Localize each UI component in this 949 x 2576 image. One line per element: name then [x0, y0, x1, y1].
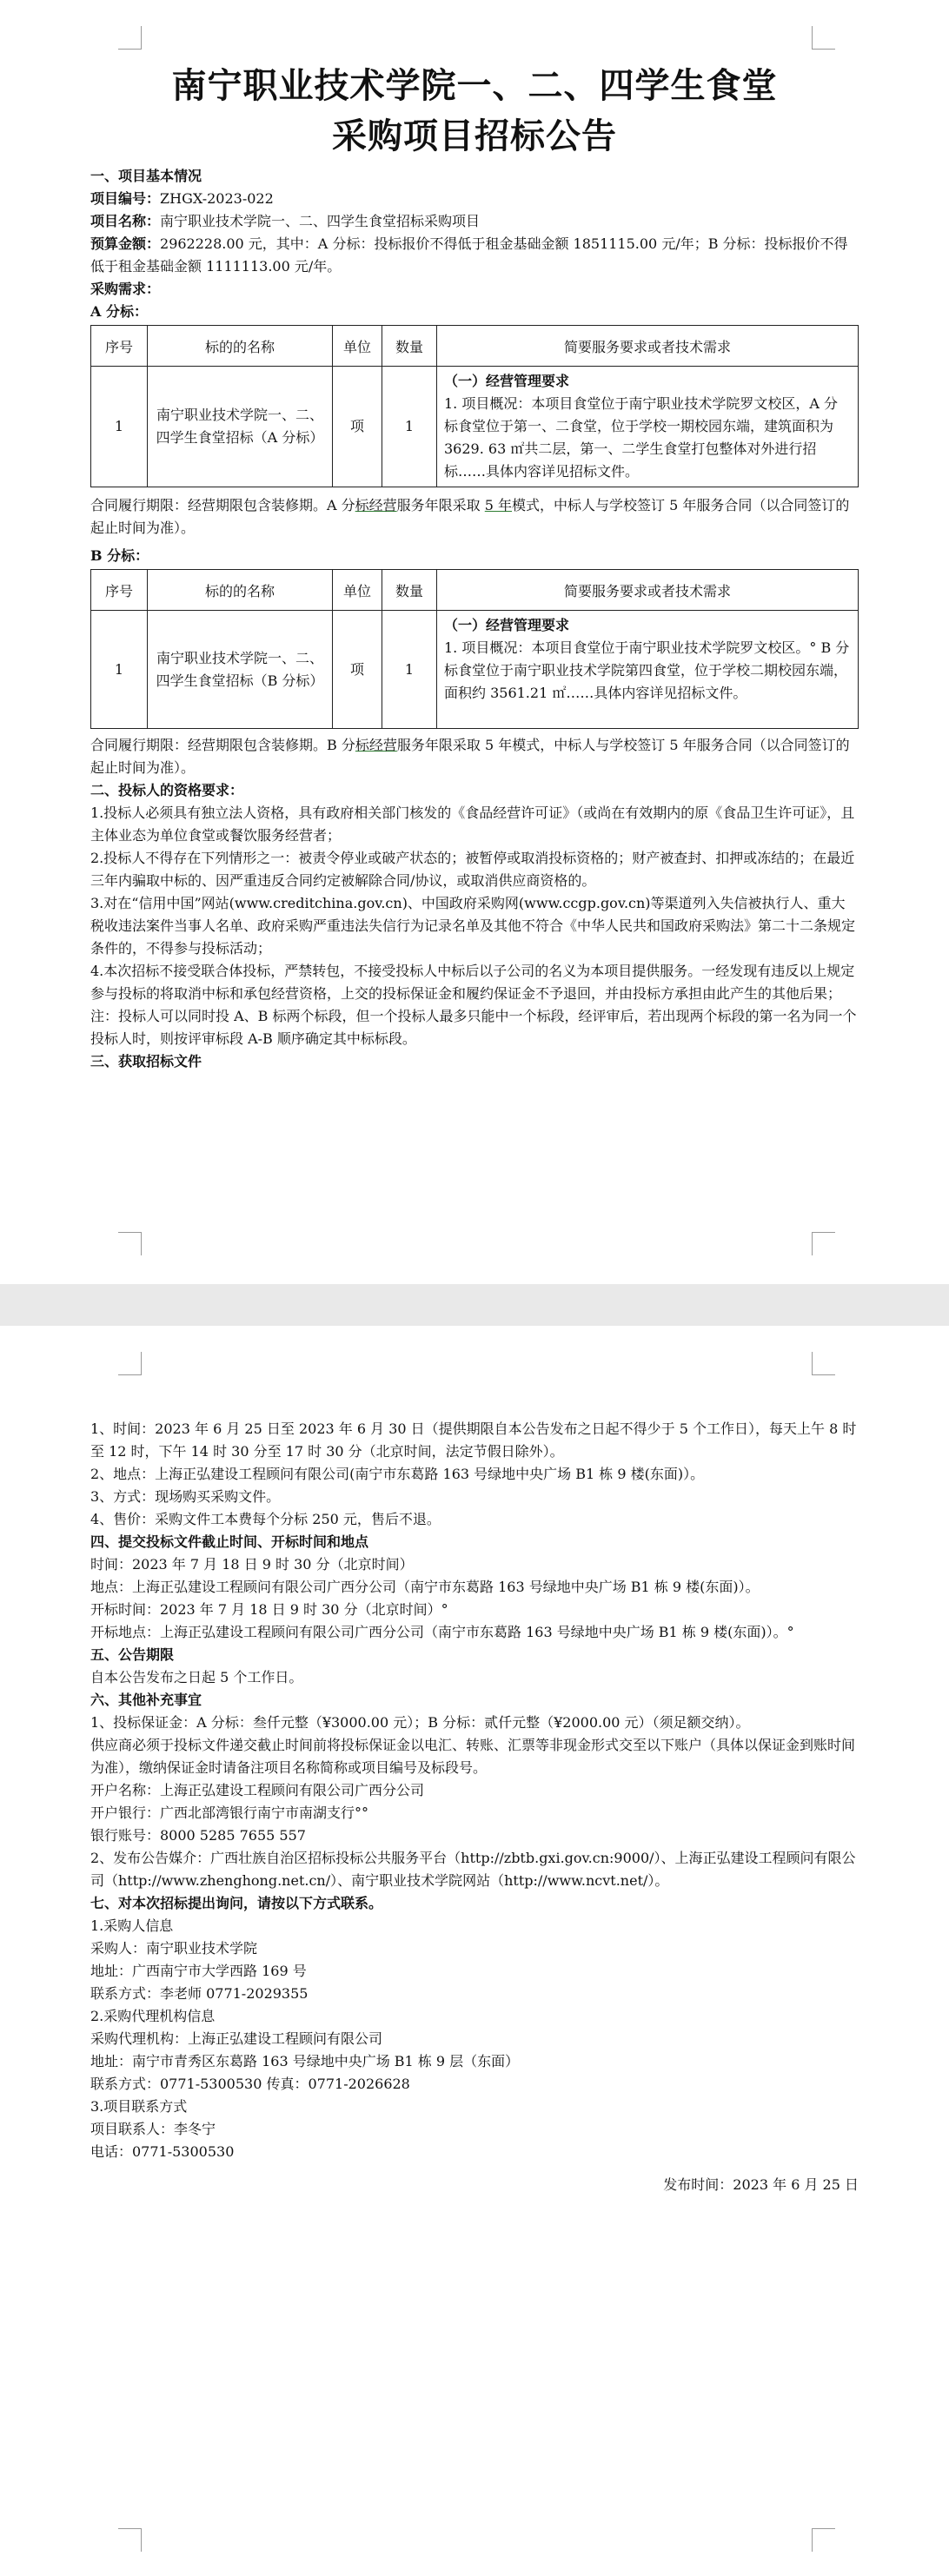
header-qty: 数量: [382, 326, 437, 367]
page-2: [0, 1326, 949, 2576]
contract-b-pre: 合同履行期限：经营期限包含装修期。B 分: [90, 737, 355, 753]
corner-mark: [118, 26, 142, 50]
lot-a-label: A 分标：: [90, 303, 148, 320]
header-unit: 单位: [333, 326, 382, 367]
budget-label: 预算金额：: [90, 235, 161, 252]
cell-req: [437, 367, 859, 487]
cell-qty: 1: [382, 611, 437, 729]
cell-req: [437, 611, 859, 729]
project-no: [90, 188, 859, 210]
corner-mark: [118, 1352, 142, 1375]
corner-mark: [118, 1232, 142, 1255]
corner-mark: [812, 2528, 835, 2552]
cell-no: 1: [91, 611, 148, 729]
purchase-place: 2、地点：上海正弘建设工程顾问有限公司(南宁市东葛路 163 号绿地中央广场 B1 栋 9 楼(东面)）。: [90, 1466, 705, 1482]
contract-b-ul: 标经营: [355, 737, 397, 753]
qualification-item: 3.对在“信用中国”网站(www.creditchina.gov.cn)、中国政府采购网(www.ccgp.gov.cn)等渠道列入失信被执行人、重大税收违法案件当事人名单、政府采购严重违法失信行为记录名单及其他不符合《中华人民共和国政府采购法》第二十二条规定条件的，不得参与投标活动；: [90, 895, 856, 957]
contract-term-b: [90, 734, 859, 779]
agent-contact: 联系方式：0771-5300530 传真：0771-2026628: [90, 2076, 410, 2092]
cell-unit: 项: [333, 611, 382, 729]
corner-mark: [812, 26, 835, 50]
cell-name: 南宁职业技术学院一、二、四学生食堂招标（B 分标）: [148, 611, 333, 729]
page-1-content: [90, 61, 859, 1073]
header-name: 标的的名称: [148, 570, 333, 611]
demand-label: 采购需求：: [90, 281, 161, 297]
buyer-contact: 联系方式：李老师 0771-2029355: [90, 1985, 309, 2002]
contract-a-post: 模式，中标人与学校签订 5 年服务合同（以合同签订的起止时间为准）。: [90, 497, 850, 536]
req-title: （一）经营管理要求: [444, 617, 570, 633]
bank-name: 开户银行：广西北部湾银行南宁市南湖支行°°: [90, 1805, 369, 1821]
project-name-label: 项目名称：: [90, 213, 161, 229]
agent-address: 地址：南宁市青秀区东葛路 163 号绿地中央广场 B1 栋 9 层（东面）: [90, 2053, 520, 2069]
req-text: 1. 项目概况：本项目食堂位于南宁职业技术学院罗文校区。° B 分标食堂位于南宁职业技术学院第四食堂，位于学校二期校园东端，面积约 3561.21 ㎡……具体内容详见招标文件。: [444, 639, 850, 701]
bid-deposit: 1、投标保证金：A 分标：叁仟元整（¥3000.00 元）；B 分标：贰仟元整（¥2000.00 元）（须足额交纳）。: [90, 1714, 750, 1731]
cell-unit: 项: [333, 367, 382, 487]
agent-title: 2.采购代理机构信息: [90, 2008, 216, 2024]
table-header-row: [91, 570, 859, 611]
qualification-note: 注：投标人可以同时投 A、B 标两个标段，但一个投标人最多只能中一个标段，经评审后，若出现两个标段的第一名为同一个投标人时，则按评审标段 A-B 顺序确定其中标标段。: [90, 1008, 857, 1047]
contract-term-a: [90, 494, 859, 540]
project-contact-person: 项目联系人：李冬宁: [90, 2121, 216, 2137]
budget: [90, 233, 859, 278]
page-2-content: [90, 1418, 859, 2196]
publish-media: 2、发布公告媒介：广西壮族自治区招标投标公共服务平台（http://zbtb.gxi.gov.cn:9000/）、上海正弘建设工程顾问有限公司（http://www.zhenghong.net.cn/）、南宁职业技术学院网站（http://www.ncvt.net/）。: [90, 1850, 856, 1889]
table-header-row: [91, 326, 859, 367]
project-name-value: 南宁职业技术学院一、二、四学生食堂招标采购项目: [160, 213, 481, 229]
budget-value: 2962228.00 元，其中：A 分标：投标报价不得低于租金基础金额 1851115.00 元/年；B 分标：投标报价不得低于租金基础金额 1111113.00 元/年。: [90, 235, 848, 275]
account-name: 开户名称：上海正弘建设工程顾问有限公司广西分公司: [90, 1782, 425, 1798]
buyer-address: 地址：广西南宁市大学西路 169 号: [90, 1963, 307, 1979]
header-req: 简要服务要求或者技术需求: [437, 570, 859, 611]
qualification-item: 2.投标人不得存在下列情形之一：被责令停业或破产状态的；被暂停或取消投标资格的；财产被查封、扣押或冻结的；在最近三年内骗取中标的、因严重违反合同约定被解除合同/协议，或取消供应商资格的。: [90, 850, 855, 889]
cell-qty: 1: [382, 367, 437, 487]
section-4-heading: 四、提交投标文件截止时间、开标时间和地点: [90, 1533, 369, 1550]
header-no: 序号: [91, 570, 148, 611]
corner-mark: [812, 1232, 835, 1255]
header-name: 标的的名称: [148, 326, 333, 367]
purchase-time: 1、时间：2023 年 6 月 25 日至 2023 年 6 月 30 日（提供期限自本公告发布之日起不得少于 5 个工作日），每天上午 8 时至 12 时，下午 14 时 30 分至 17 时 30 分（北京时间，法定节假日除外）。: [90, 1420, 857, 1460]
section-1-heading: 一、项目基本情况: [90, 168, 202, 184]
open-time: 开标时间：2023 年 7 月 18 日 9 时 30 分（北京时间）°: [90, 1601, 448, 1618]
table-row: [91, 611, 859, 729]
purchase-method: 3、方式：现场购买采购文件。: [90, 1488, 281, 1505]
table-row: [91, 367, 859, 487]
qualification-item: 1.投标人必须具有独立法人资格，具有政府相关部门核发的《食品经营许可证》（或尚在有效期内的原《食品卫生许可证》，且主体业态为单位食堂或餐饮服务经营者；: [90, 805, 855, 844]
contract-a-ul2: 5 年: [484, 497, 513, 513]
purchase-price: 4、售价：采购文件工本费每个分标 250 元，售后不退。: [90, 1511, 441, 1527]
qualification-item: 4.本次招标不接受联合体投标，严禁转包，不接受投标人中标后以子公司的名义为本项目提供服务。一经发现有违反以上规定参与投标的将取消中标和承包经营资格，上交的投标保证金和履约保证金不予退回，并由投标方承担由此产生的其他后果；: [90, 963, 855, 1002]
lot-a-table: [90, 325, 859, 487]
lot-b-label: B 分标：: [90, 547, 149, 564]
contract-a-mid: 服务年限采取: [396, 497, 485, 513]
req-title: （一）经营管理要求: [444, 373, 570, 389]
header-qty: 数量: [382, 570, 437, 611]
doc-title: [90, 61, 859, 162]
notice-period: 自本公告发布之日起 5 个工作日。: [90, 1669, 303, 1685]
corner-mark: [118, 2528, 142, 2552]
section-2-heading: 二、投标人的资格要求：: [90, 782, 244, 798]
section-5-heading: 五、公告期限: [90, 1646, 175, 1663]
publish-time: 发布时间：2023 年 6 月 25 日: [663, 2176, 859, 2193]
agent-name: 采购代理机构：上海正弘建设工程顾问有限公司: [90, 2030, 383, 2047]
buyer-title: 1.采购人信息: [90, 1917, 174, 1934]
deposit-note: 供应商必须于投标文件递交截止时间前将投标保证金以电汇、转账、汇票等非现金形式交至以下账户（具体以保证金到账时间为准），缴纳保证金时请备注项目名称简称或项目编号及标段号。: [90, 1737, 856, 1776]
header-no: 序号: [91, 326, 148, 367]
cell-name: 南宁职业技术学院一、二、四学生食堂招标（A 分标）: [148, 367, 333, 487]
lot-b-table: [90, 569, 859, 729]
doc-title-line1: 南宁职业技术学院一、二、四学生食堂: [171, 66, 778, 106]
req-text: 1. 项目概况：本项目食堂位于南宁职业技术学院罗文校区，A 分标食堂位于第一、二食堂，位于学校一期校园东端，建筑面积为 3629. 63 ㎡共二层，第一、二学生食堂打包整体对外进行招标……具体内容详见招标文件。: [444, 395, 838, 480]
project-contact-tel: 电话：0771-5300530: [90, 2143, 235, 2160]
corner-mark: [812, 1352, 835, 1375]
project-no-value: ZHGX-2023-022: [160, 190, 274, 207]
page-1: [0, 0, 949, 1284]
section-6-heading: 六、其他补充事宜: [90, 1692, 202, 1708]
project-no-label: 项目编号：: [90, 190, 161, 207]
account-number: 银行账号：8000 5285 7655 557: [90, 1827, 306, 1844]
project-name: [90, 210, 859, 233]
header-unit: 单位: [333, 570, 382, 611]
open-place: 开标地点：上海正弘建设工程顾问有限公司广西分公司（南宁市东葛路 163 号绿地中央广场 B1 栋 9 楼(东面)）。°: [90, 1624, 794, 1640]
section-3-heading: 三、获取招标文件: [90, 1053, 202, 1069]
cell-no: 1: [91, 367, 148, 487]
contract-a-pre: 合同履行期限：经营期限包含装修期。A 分: [90, 497, 355, 513]
buyer-name: 采购人：南宁职业技术学院: [90, 1940, 258, 1957]
deadline-time: 时间：2023 年 7 月 18 日 9 时 30 分（北京时间）: [90, 1556, 414, 1573]
doc-title-line2: 采购项目招标公告: [332, 116, 617, 156]
page-gap: [0, 1284, 949, 1326]
contract-a-ul: 标经营: [355, 497, 397, 513]
deadline-place: 地点：上海正弘建设工程顾问有限公司广西分公司（南宁市东葛路 163 号绿地中央广场 B1 栋 9 楼(东面)）。: [90, 1579, 760, 1595]
section-7-heading: 七、对本次招标提出询问，请按以下方式联系。: [90, 1895, 383, 1911]
contract-b-post: 服务年限采取 5 年模式，中标人与学校签订 5 年服务合同（以合同签订的起止时间为准）。: [90, 737, 850, 776]
header-req: 简要服务要求或者技术需求: [437, 326, 859, 367]
project-contact-title: 3.项目联系方式: [90, 2098, 188, 2115]
